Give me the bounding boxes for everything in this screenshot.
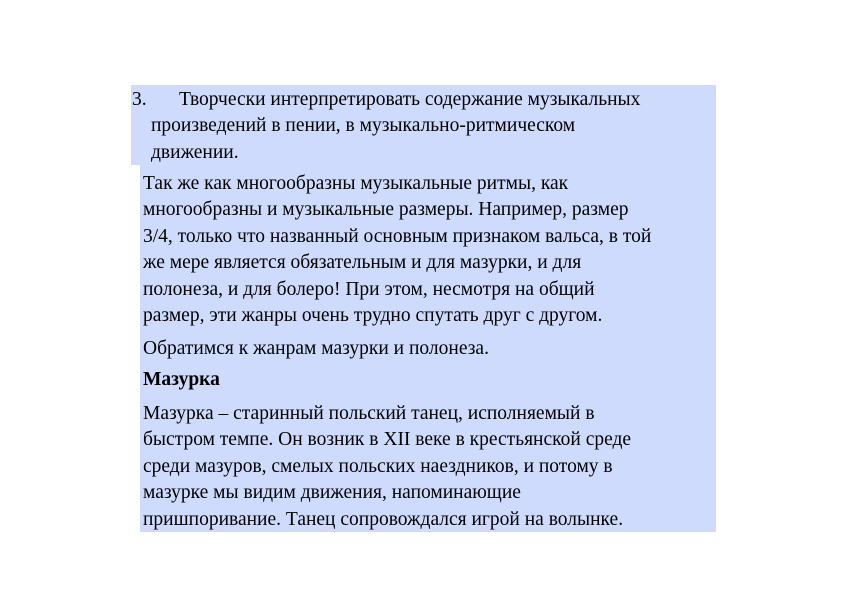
paragraph-line: быстром темпе. Он возник в XII веке в крестьянской среде — [143, 429, 632, 451]
paragraph-line: мазурке мы видим движения, напоминающие — [143, 482, 521, 504]
paragraph-mazurka — [143, 401, 631, 533]
paragraph-line: 3/4, только что названный основным признаком вальса, в той — [143, 225, 652, 247]
paragraph-line: же мере является обязательным и для мазурки, и для — [143, 252, 582, 274]
list-item-number: 3. — [132, 89, 147, 110]
list-item-line: произведений в пении, в музыкально-ритмическом — [151, 115, 576, 137]
paragraph-meters — [143, 171, 651, 329]
section-heading: Мазурка — [143, 369, 220, 390]
paragraph-line: многообразны и музыкальные размеры. Например, размер — [143, 199, 629, 221]
list-item-line: Творчески интерпретировать содержание музыкальных — [179, 89, 641, 110]
paragraph-line: размер, эти жанры очень трудно спутать друг с другом. — [143, 305, 603, 327]
paragraph-line: полонеза, и для болеро! При этом, несмотря на общий — [143, 278, 595, 300]
paragraph-line: Обратимся к жанрам мазурки и полонеза. — [143, 338, 489, 359]
paragraph-line: Мазурка – старинный польский танец, исполняемый в — [143, 403, 595, 424]
paragraph-line: Так же как многообразны музыкальные ритмы, как — [143, 173, 569, 194]
paragraph-intro — [143, 336, 489, 362]
paragraph-line: пришпоривание. Танец сопровождался игрой на волынке. — [143, 508, 624, 530]
paragraph-line: среди мазуров, смелых польских наездников, и потому в — [143, 455, 613, 477]
list-item-line: движении. — [151, 141, 239, 163]
